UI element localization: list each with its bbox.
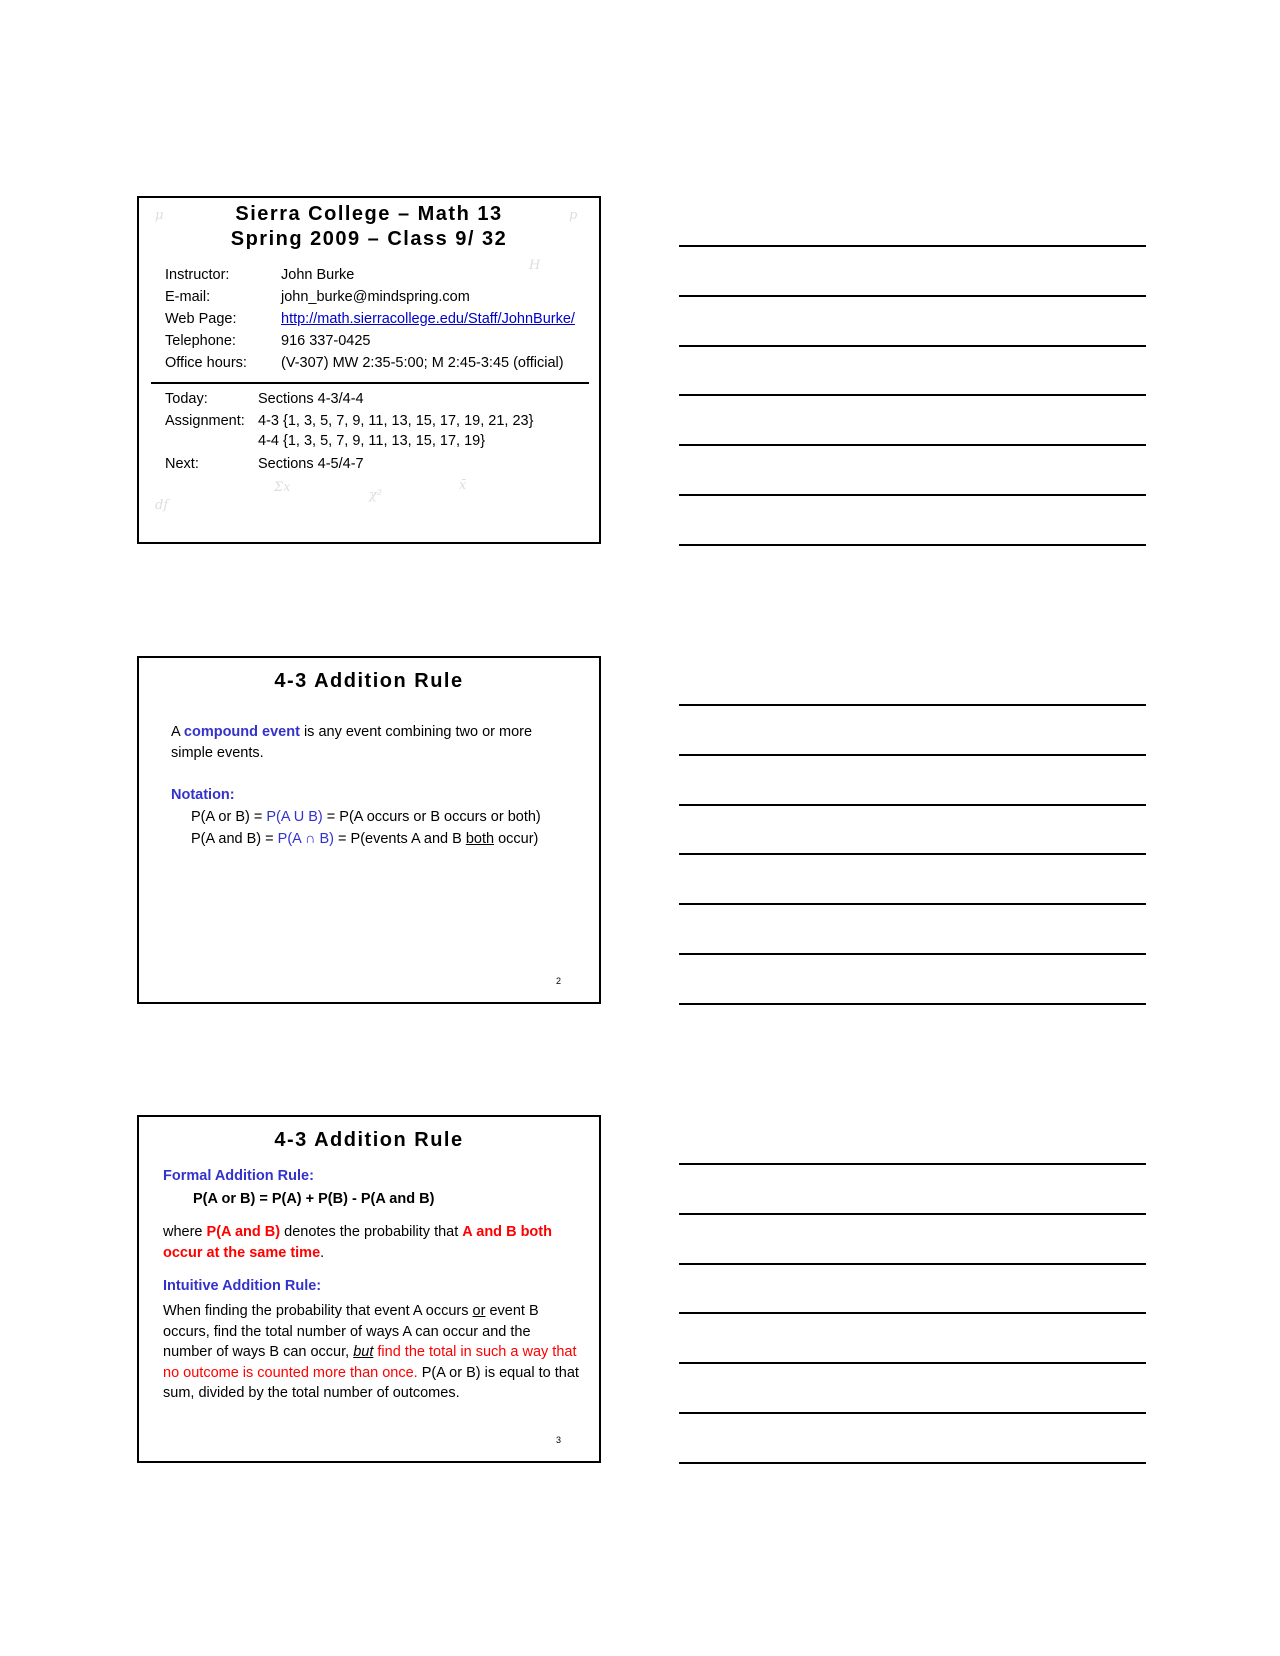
note-line	[679, 544, 1146, 546]
note-line	[679, 804, 1146, 806]
next-label: Next:	[165, 456, 199, 472]
text: is any event combining two or more	[299, 724, 533, 740]
email-label: E-mail:	[165, 289, 211, 305]
text: or	[472, 1303, 486, 1319]
watermark-df: df	[155, 498, 169, 513]
note-line	[679, 903, 1146, 905]
webpage-label: Web Page:	[165, 311, 237, 327]
formal-rule-label: Formal Addition Rule:	[163, 1168, 314, 1184]
highlight: P(A and B)	[206, 1224, 281, 1240]
page-number: 2	[555, 976, 561, 986]
slide-title-line2: Spring 2009 – Class 9/ 32	[230, 228, 508, 250]
notation-label: Notation:	[171, 787, 235, 803]
notation-union	[191, 808, 541, 826]
term-compound-event: compound event	[183, 724, 300, 740]
text: P(A and B) =	[191, 831, 278, 847]
where-paragraph	[163, 1222, 583, 1263]
note-line	[679, 245, 1146, 247]
note-line	[679, 704, 1146, 706]
note-line	[679, 1163, 1146, 1165]
note-line	[679, 394, 1146, 396]
today-label: Today:	[165, 391, 208, 407]
note-line	[679, 444, 1146, 446]
watermark-h: H	[529, 258, 541, 273]
text: P(A or B) =	[191, 809, 267, 825]
text: P(A or B) is equal to that sum, divided by the total number of outcomes.	[163, 1364, 579, 1401]
assignment-label: Assignment:	[165, 413, 245, 429]
next-value: Sections 4-5/4-7	[258, 456, 364, 472]
text: simple events.	[171, 744, 264, 761]
instructor-value: John Burke	[281, 267, 355, 283]
text: occur)	[494, 831, 539, 847]
note-line	[679, 754, 1146, 756]
telephone-value: 916 337-0425	[281, 333, 371, 349]
instructor-label: Instructor:	[165, 267, 230, 283]
email-value: john_burke@mindspring.com	[281, 289, 470, 305]
intuitive-rule-label: Intuitive Addition Rule:	[163, 1278, 322, 1294]
slide-title: 4-3 Addition Rule	[274, 1129, 464, 1151]
watermark-xbar: x̄	[459, 478, 467, 493]
compound-event-definition	[171, 722, 591, 763]
note-line	[679, 1003, 1146, 1005]
office-hours-value: (V-307) MW 2:35-5:00; M 2:45-3:45 (official)	[281, 355, 564, 371]
text: When finding the probability that event A occurs	[163, 1303, 473, 1319]
note-line	[679, 494, 1146, 496]
text: but	[353, 1344, 374, 1360]
text: both	[465, 831, 495, 847]
telephone-label: Telephone:	[165, 333, 236, 349]
note-line	[679, 1213, 1146, 1215]
watermark-p: p	[569, 208, 578, 223]
assignment-line2: 4-4 {1, 3, 5, 7, 9, 11, 13, 15, 17, 19}	[258, 433, 486, 449]
formal-rule-formula: P(A or B) = P(A) + P(B) - P(A and B)	[193, 1191, 435, 1207]
watermark-chi: χ²	[369, 488, 383, 503]
today-value: Sections 4-3/4-4	[258, 391, 364, 407]
highlight: A and B both occur at the same time	[163, 1224, 552, 1261]
office-hours-label: Office hours:	[165, 355, 247, 371]
slide-title-line1: Sierra College – Math 13	[235, 203, 503, 225]
text: = P(events A and B	[334, 831, 466, 847]
note-line	[679, 1263, 1146, 1265]
watermark-mu: μ	[155, 208, 164, 223]
note-line	[679, 345, 1146, 347]
note-line	[679, 1362, 1146, 1364]
union-symbol: P(A U B)	[266, 809, 323, 825]
note-line	[679, 295, 1146, 297]
notation-intersection	[191, 830, 538, 848]
watermark-sigma: Σx	[274, 480, 291, 495]
highlight: find the total in such a way that no outcome is counted more than once.	[163, 1344, 577, 1381]
note-line	[679, 1412, 1146, 1414]
divider	[151, 382, 589, 384]
text: denotes the probability that	[280, 1224, 463, 1240]
text: event B occurs, find the total number of ways A can occur and the number of ways B can occur,	[163, 1303, 539, 1360]
text: = P(A occurs or B occurs or both)	[322, 809, 541, 825]
assignment-line1: 4-3 {1, 3, 5, 7, 9, 11, 13, 15, 17, 19, 21, 23}	[258, 413, 534, 429]
note-line	[679, 1462, 1146, 1464]
note-line	[679, 853, 1146, 855]
note-line	[679, 953, 1146, 955]
slide-2	[137, 656, 601, 1004]
page-number: 3	[555, 1435, 561, 1445]
note-line	[679, 1312, 1146, 1314]
text: .	[320, 1244, 325, 1261]
slide-title: 4-3 Addition Rule	[274, 670, 464, 692]
intuitive-paragraph	[163, 1301, 583, 1404]
text: where	[163, 1224, 207, 1240]
webpage-link[interactable]: http://math.sierracollege.edu/Staff/JohnBurke/	[281, 311, 575, 327]
slide-3	[137, 1115, 601, 1463]
intersection-symbol: P(A ∩ B)	[277, 831, 335, 847]
slide-1	[137, 196, 601, 544]
text: A	[171, 724, 184, 740]
